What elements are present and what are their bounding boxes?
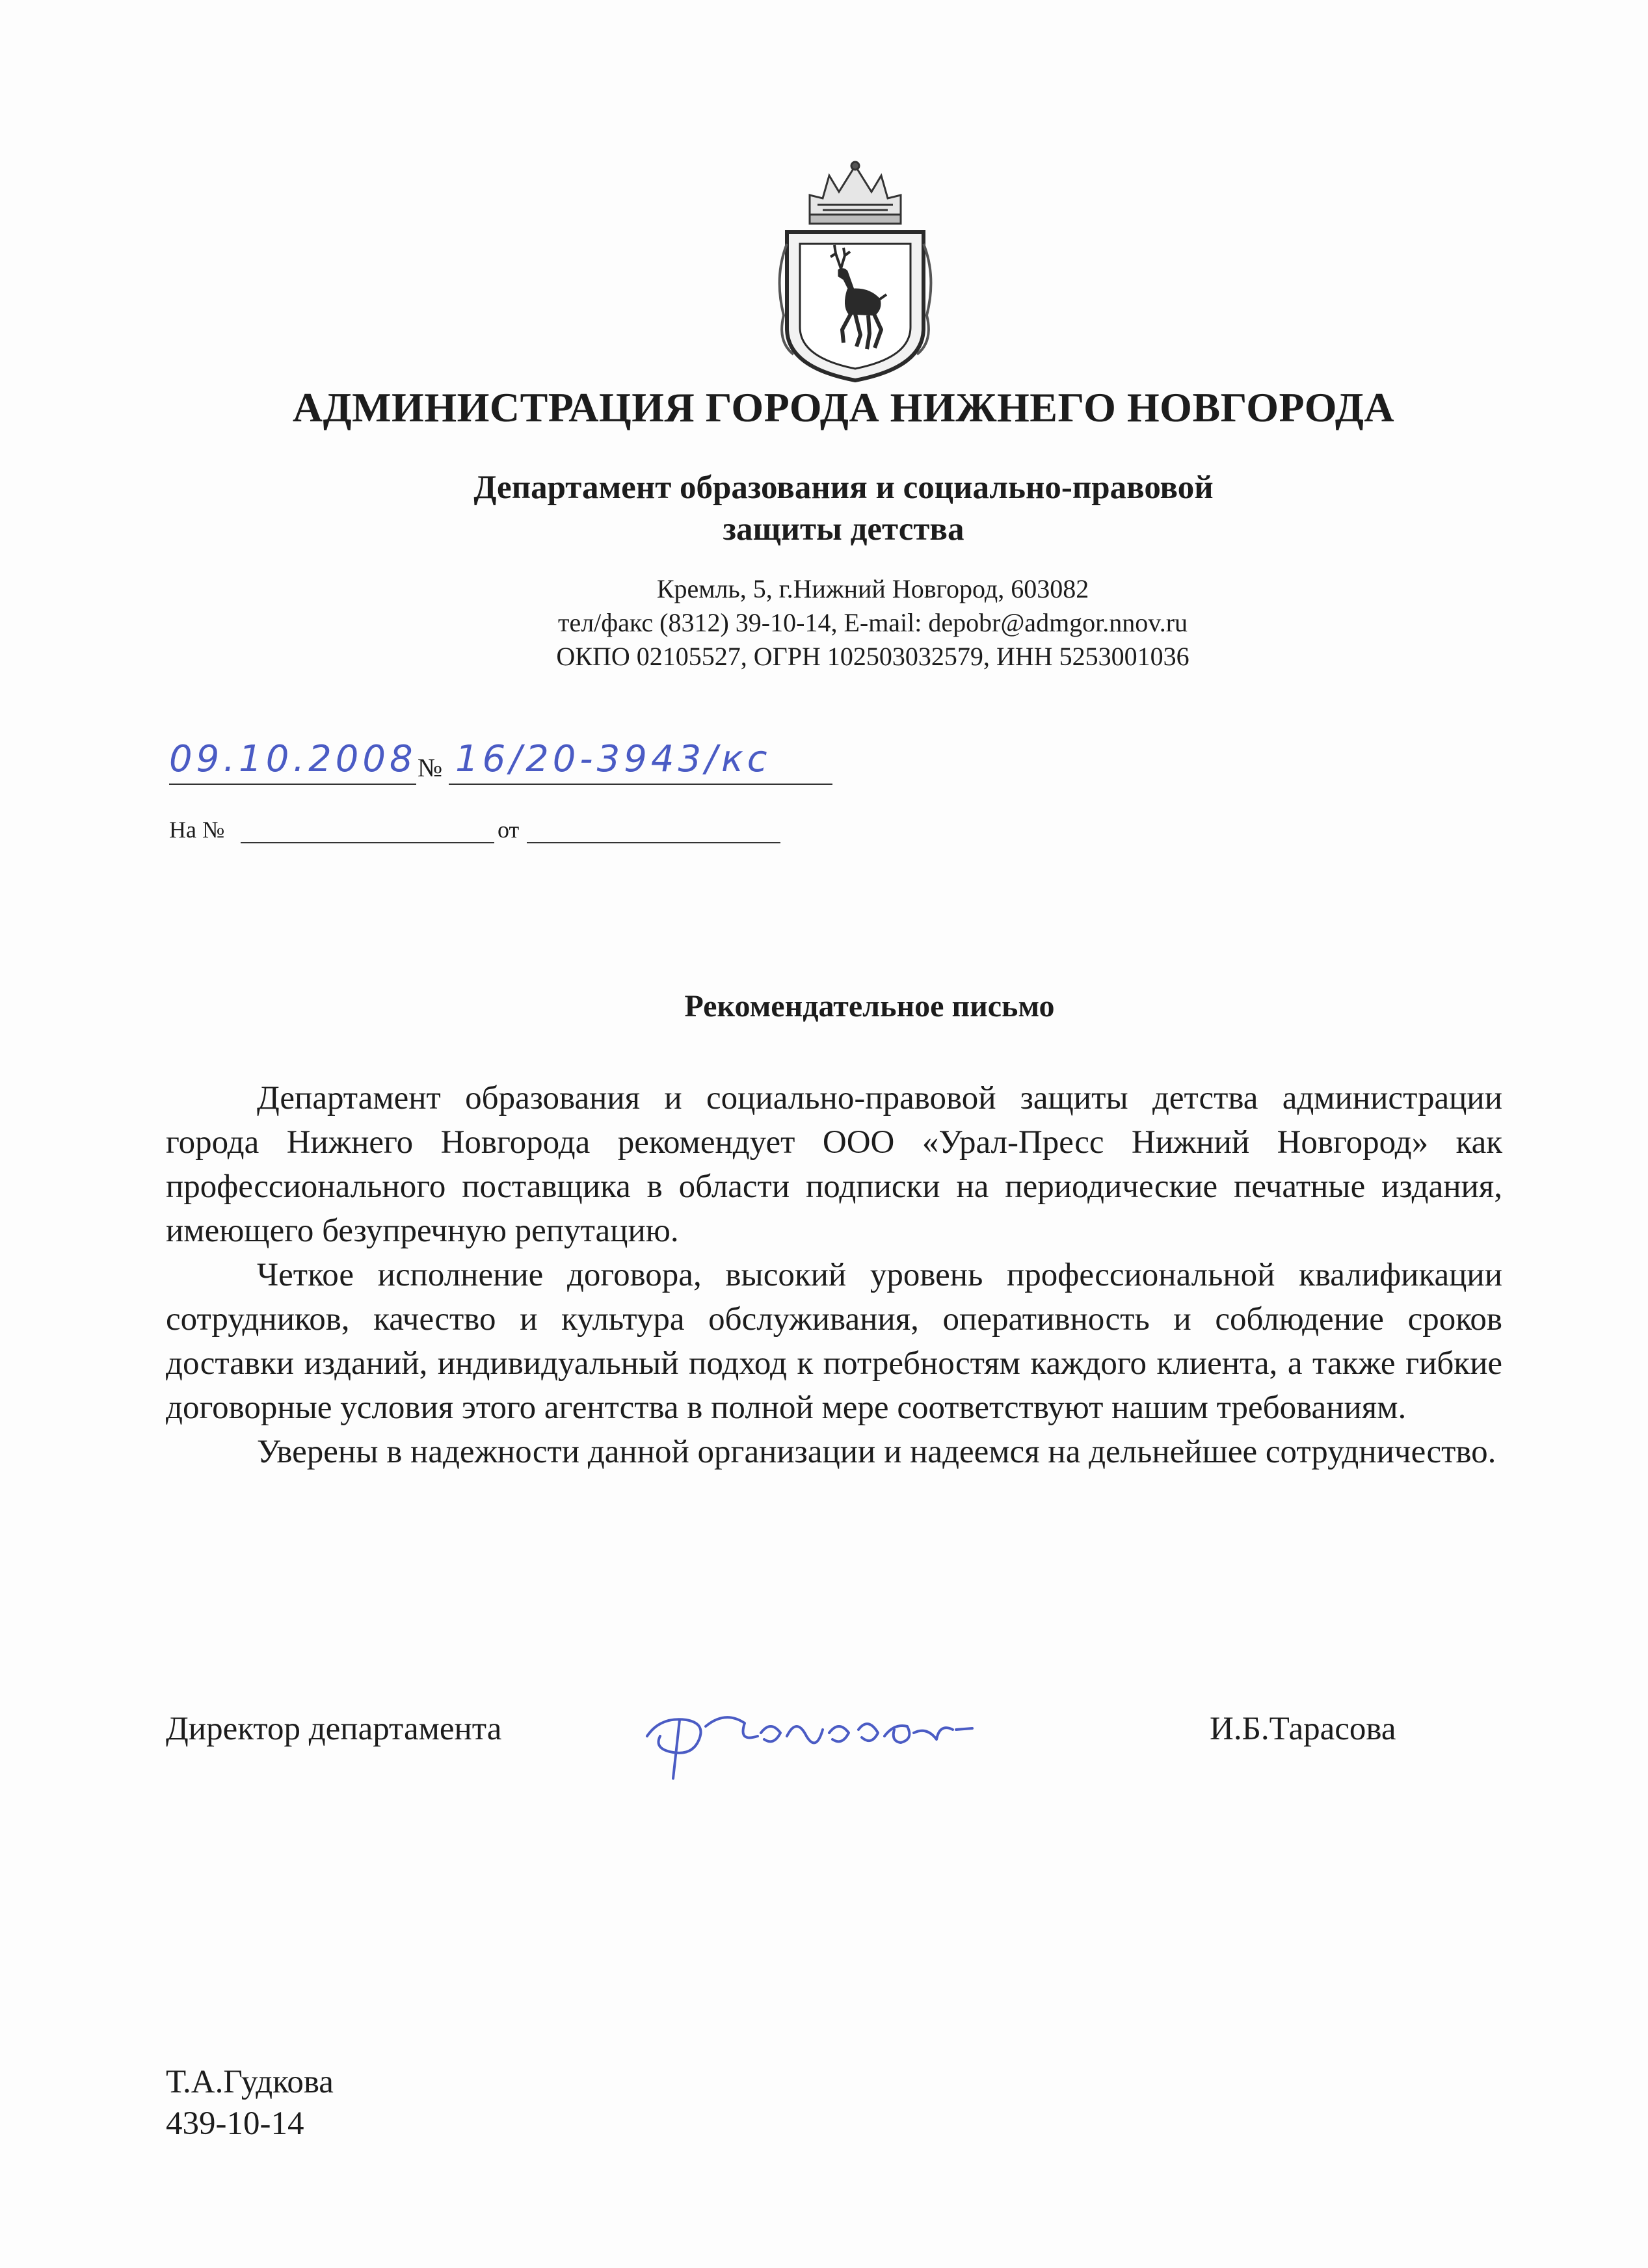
signature-block	[166, 1691, 1467, 1782]
address-block	[0, 572, 1648, 674]
reply-date-blank	[527, 842, 780, 843]
reply-date-label: от	[498, 817, 520, 843]
executor-block	[166, 2061, 334, 2144]
postal-address: Кремль, 5, г.Нижний Новгород, 603082	[656, 574, 1089, 603]
paragraph: Четкое исполнение договора, высокий уровень профессиональной квалификации сотрудников, качество и культура обслуживания, оперативность и соблюдение сроков доставки изданий, индивидуальный подход к потребностям каждого клиента, а также гибкие договорные условия этого агентства в полной мере соответствуют нашим требованиям.	[166, 1257, 1502, 1426]
letter-body	[166, 1076, 1502, 1474]
reply-reference	[169, 816, 819, 849]
department-line-2: защиты детства	[723, 511, 964, 547]
organization-title: АДМИНИСТРАЦИЯ ГОРОДА НИЖНЕГО НОВГОРОДА	[292, 384, 1395, 430]
date-underline	[169, 784, 416, 785]
signatory-name: И.Б.Тарасова	[1210, 1711, 1396, 1747]
paragraph: Департамент образования и социально-правовой защиты детства администрации города Нижнего Новгорода рекомендует ООО «Урал-Пресс Нижний Новгород» как профессионального поставщика в области подписки на периодические печатные издания, имеющего безупречную репутацию.	[166, 1080, 1502, 1249]
outgoing-reference	[169, 738, 884, 790]
paragraph: Уверены в надежности данной организации и надеемся на дельнейшее сотрудничество.	[257, 1434, 1496, 1470]
reply-number-label: На №	[169, 817, 225, 843]
department-title	[0, 467, 1648, 550]
reply-number-blank	[241, 842, 494, 843]
coat-of-arms-icon	[771, 159, 940, 384]
signatory-role: Директор департамента	[166, 1711, 502, 1747]
executor-name: Т.А.Гудкова	[166, 2064, 334, 2100]
executor-phone: 439-10-14	[166, 2105, 304, 2142]
handwritten-signature	[634, 1691, 1063, 1782]
number-underline	[449, 784, 832, 785]
handwritten-number: 16/20-3943/кс	[455, 738, 771, 780]
number-label: №	[418, 753, 443, 782]
registry-codes: ОКПО 02105527, ОГРН 102503032579, ИНН 5253001036	[556, 642, 1189, 671]
handwritten-date: 09.10.2008	[169, 738, 417, 780]
contact-info: тел/факс (8312) 39-10-14, E-mail: depobr@admgor.nnov.ru	[557, 608, 1188, 637]
letter-title: Рекомендательное письмо	[684, 989, 1055, 1023]
department-line-1: Департамент образования и социально-правовой	[473, 469, 1214, 506]
